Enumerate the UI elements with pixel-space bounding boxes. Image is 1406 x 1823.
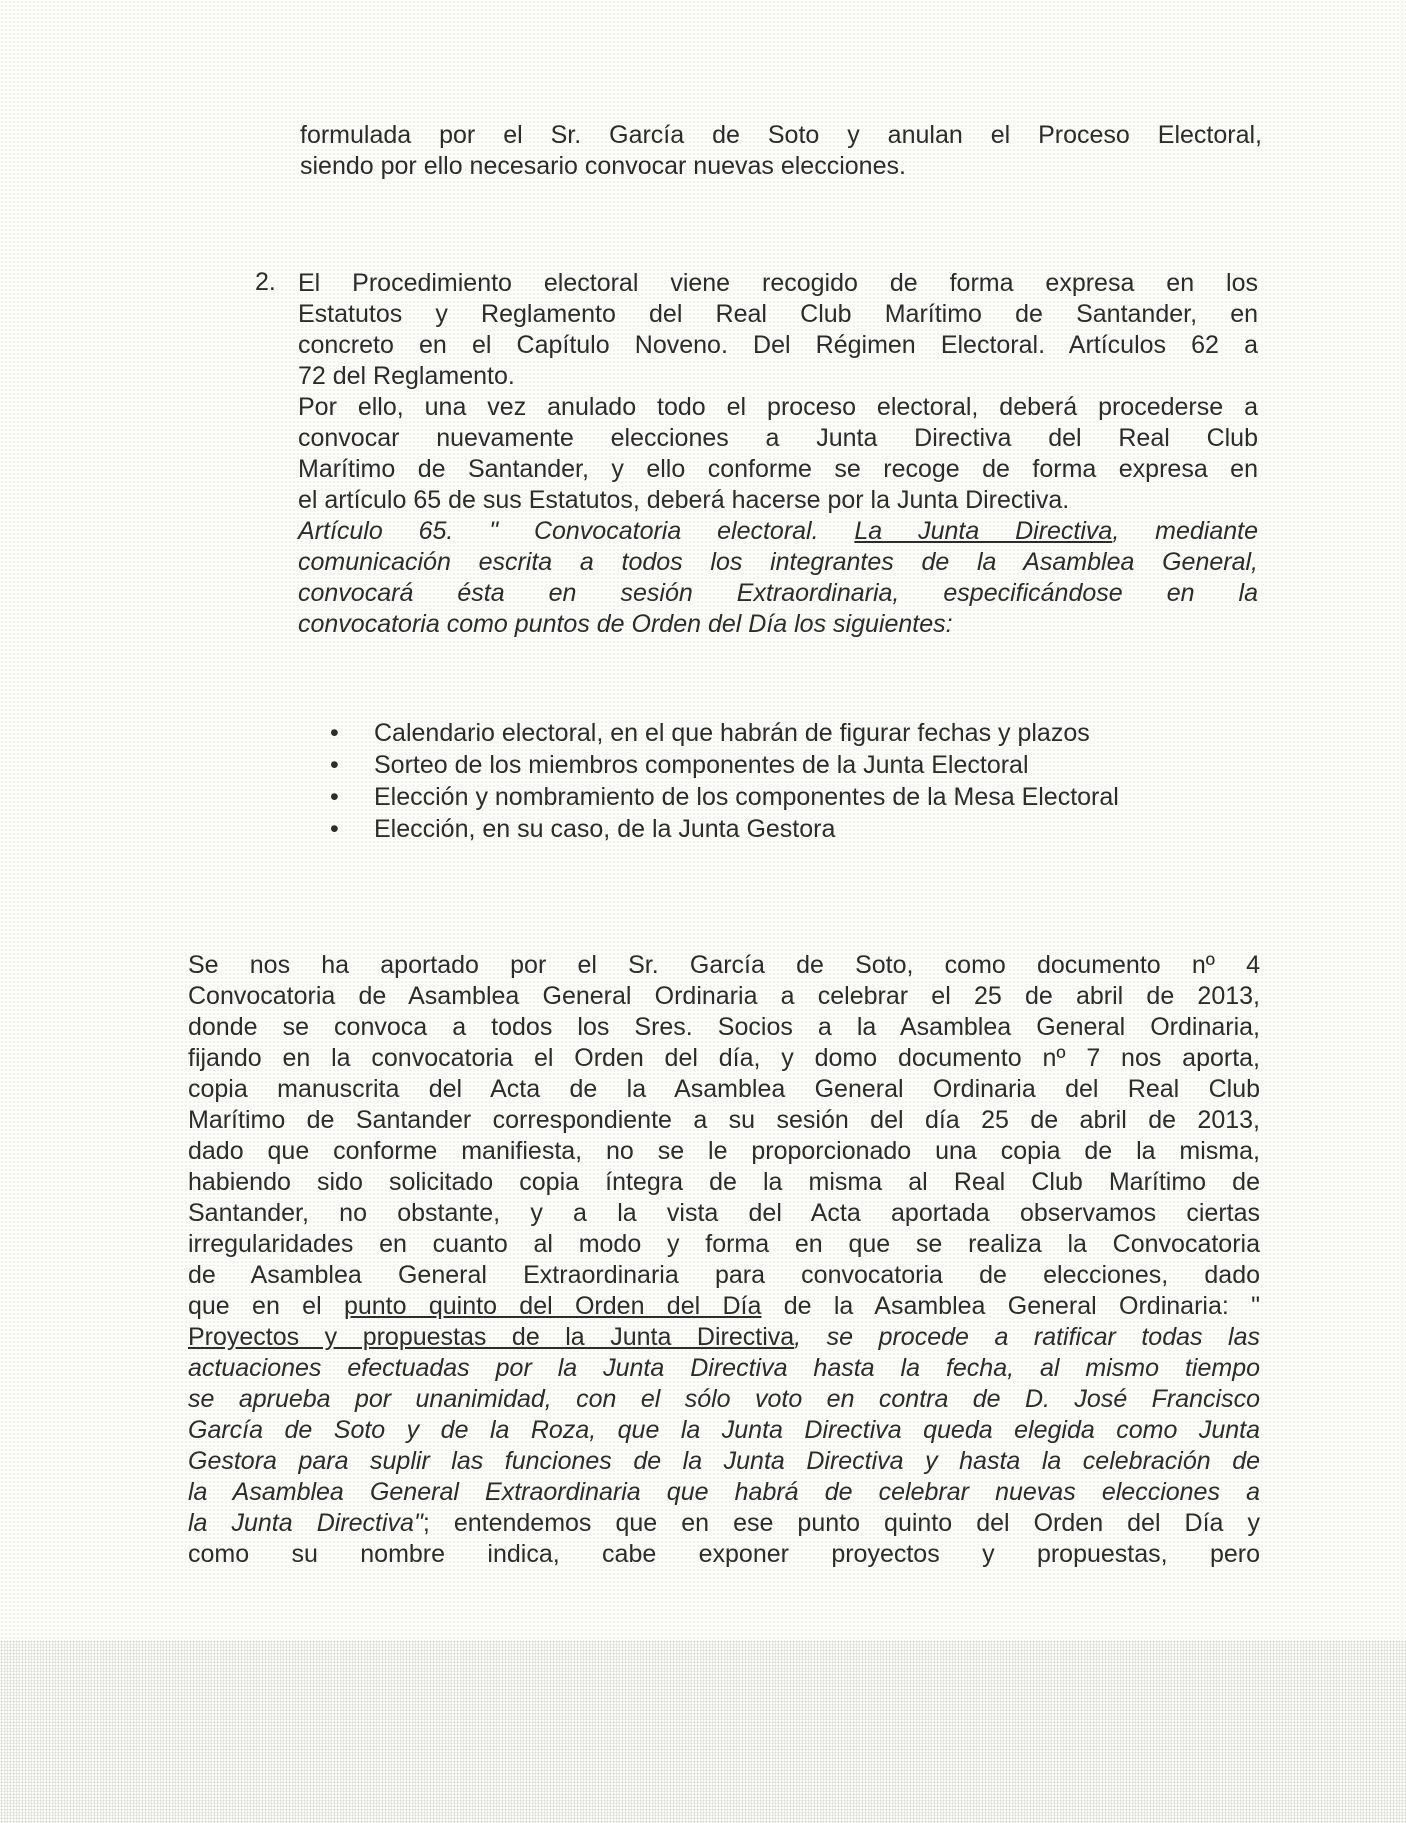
quote-line: convocatoria como puntos de Orden del Día los siguientes:: [298, 610, 953, 638]
text-line: Convocatoria de Asamblea General Ordinaria a celebrar el 25 de abril de 2013,: [188, 982, 1260, 1010]
line-suffix: de la Asamblea General Ordinaria: ": [761, 1292, 1261, 1320]
quote-underlined: La Junta Directiva: [854, 517, 1113, 545]
quote-line: comunicación escrita a todos los integrantes de la Asamblea General,: [298, 548, 1258, 576]
text-line: Se nos ha aportado por el Sr. García de Soto, como documento nº 4: [188, 951, 1260, 979]
text-line: fijando en la convocatoria el Orden del día, y domo documento nº 7 nos aporta,: [188, 1044, 1260, 1072]
italic-line: actuaciones efectuadas por la Junta Directiva hasta la fecha, al mismo tiempo: [188, 1354, 1260, 1382]
text-line: concreto en el Capítulo Noveno. Del Régimen Electoral. Artículos 62 a: [298, 331, 1258, 359]
line-suffix: ; entendemos que en ese punto quinto del Orden del Día y: [422, 1509, 1260, 1537]
list-item: [330, 750, 1250, 780]
agenda-bullet-list: [330, 718, 1250, 846]
text-line: [188, 1291, 1260, 1322]
scan-noise: [0, 1640, 1406, 1823]
quote-prefix: Artículo 65. " Convocatoria electoral.: [298, 517, 855, 545]
text-line: Por ello, una vez anulado todo el proceso electoral, deberá procederse a: [298, 393, 1258, 421]
item2-paragraph: [298, 268, 1258, 640]
italic-line: la Asamblea General Extraordinaria que habrá de celebrar nuevas elecciones a: [188, 1478, 1260, 1506]
text-line: 72 del Reglamento.: [298, 362, 515, 390]
bullet-icon: •: [330, 783, 339, 811]
italic-line: García de Soto y de la Roza, que la Junta Directiva queda elegida como Junta: [188, 1416, 1260, 1444]
italic-text: la Junta Directiva": [188, 1509, 423, 1537]
text-line: de Asamblea General Extraordinaria para convocatoria de elecciones, dado: [188, 1261, 1260, 1289]
text-line: el artículo 65 de sus Estatutos, deberá hacerse por la Junta Directiva.: [298, 486, 1070, 514]
text-line: Marítimo de Santander, y ello conforme se recoge de forma expresa en: [298, 455, 1258, 483]
underlined-reference: punto quinto del Orden del Día: [343, 1292, 762, 1320]
italic-text: , se procede a ratificar todas las: [794, 1323, 1260, 1351]
text-line: [188, 1322, 1260, 1353]
text-line: Estatutos y Reglamento del Real Club Marítimo de Santander, en: [298, 300, 1258, 328]
bullet-text: Elección y nombramiento de los componentes de la Mesa Electoral: [374, 783, 1119, 811]
text-line: El Procedimiento electoral viene recogido de forma expresa en los: [298, 269, 1258, 297]
text-line: Santander, no obstante, y a la vista del Acta aportada observamos ciertas: [188, 1199, 1260, 1227]
text-line: [188, 1508, 1260, 1539]
text-line: Marítimo de Santander correspondiente a su sesión del día 25 de abril de 2013,: [188, 1106, 1260, 1134]
text-line: convocar nuevamente elecciones a Junta Directiva del Real Club: [298, 424, 1258, 452]
bullet-text: Calendario electoral, en el que habrán de figurar fechas y plazos: [374, 719, 1090, 747]
text-line: dado que conforme manifiesta, no se le proporcionado una copia de la misma,: [188, 1137, 1260, 1165]
list-item: [330, 814, 1250, 844]
intro-paragraph: [300, 120, 1262, 182]
text-line: copia manuscrita del Acta de la Asamblea General Ordinaria del Real Club: [188, 1075, 1260, 1103]
quote-line: convocará ésta en sesión Extraordinaria, especificándose en la: [298, 579, 1258, 607]
italic-line: se aprueba por unanimidad, con el sólo voto en contra de D. José Francisco: [188, 1385, 1260, 1413]
quote-line: [298, 516, 1258, 547]
text-line: formulada por el Sr. García de Soto y anulan el Proceso Electoral,: [300, 121, 1262, 149]
underlined-reference: Proyectos y propuestas de la Junta Directiva: [188, 1323, 795, 1351]
bullet-icon: •: [330, 815, 339, 843]
text-line: como su nombre indica, cabe exponer proyectos y propuestas, pero: [188, 1540, 1260, 1568]
italic-line: Gestora para suplir las funciones de la Junta Directiva y hasta la celebración de: [188, 1447, 1260, 1475]
bullet-icon: •: [330, 719, 339, 747]
text-line: siendo por ello necesario convocar nuevas elecciones.: [300, 152, 906, 180]
bullet-text: Elección, en su caso, de la Junta Gestora: [374, 815, 836, 843]
text-line: habiendo sido solicitado copia íntegra de la misma al Real Club Marítimo de: [188, 1168, 1260, 1196]
text-line: donde se convoca a todos los Sres. Socios a la Asamblea General Ordinaria,: [188, 1013, 1260, 1041]
line-prefix: que en el: [188, 1292, 344, 1320]
list-item: [330, 718, 1250, 748]
bullet-icon: •: [330, 751, 339, 779]
quote-suffix: , mediante: [1112, 517, 1258, 545]
bullet-text: Sorteo de los miembros componentes de la Junta Electoral: [374, 751, 1029, 779]
body-paragraph: [188, 950, 1260, 1570]
list-item: [330, 782, 1250, 812]
item-number: 2.: [255, 268, 276, 296]
text-line: irregularidades en cuanto al modo y forma en que se realiza la Convocatoria: [188, 1230, 1260, 1258]
